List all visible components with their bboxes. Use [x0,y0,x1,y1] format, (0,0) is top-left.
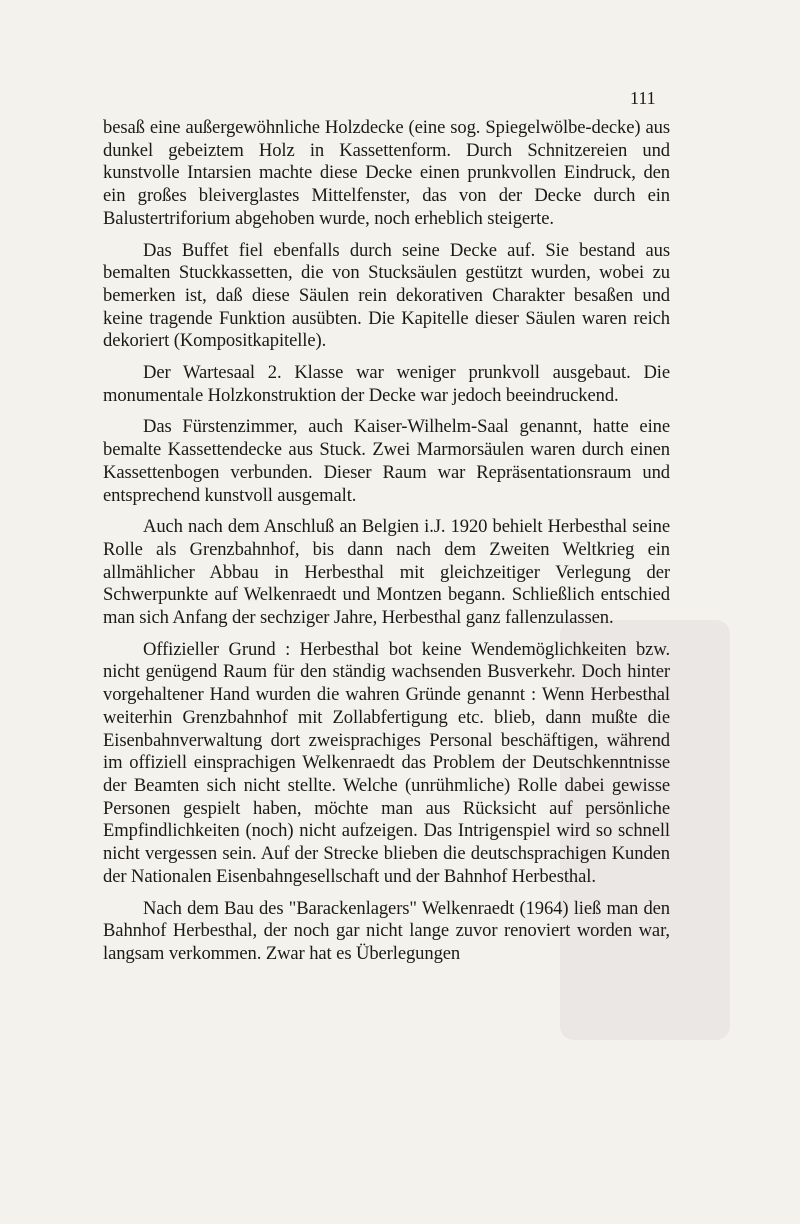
body-text [103,117,670,975]
paragraph: Auch nach dem Anschluß an Belgien i.J. 1920 behielt Herbesthal seine Rolle als Grenzbahnhof, bis dann nach dem Zweiten Weltkrieg ein allmählicher Abbau in Herbesthal mit gleichzeitiger Verlegung der Schwerpunkte auf Welkenraedt und Montzen begann. Schließlich entschied man sich Anfang der sechziger Jahre, Herbesthal ganz fallenzulassen. [103,516,670,629]
paragraph: Das Buffet fiel ebenfalls durch seine Decke auf. Sie bestand aus bemalten Stuckkassetten, die von Stucksäulen gestützt wurden, wobei zu bemerken ist, daß diese Säulen rein dekorativen Charakter besaßen und keine tragende Funktion ausübten. Die Kapitelle dieser Säulen waren reich dekoriert (Kompositkapitelle). [103,239,670,352]
paragraph: Nach dem Bau des "Barackenlagers" Welkenraedt (1964) ließ man den Bahnhof Herbesthal, der noch gar nicht lange zuvor renoviert worden war, langsam verkommen. Zwar hat es Überlegungen [103,897,670,964]
paragraph: besaß eine außergewöhnliche Holzdecke (eine sog. Spiegelwölbe-decke) aus dunkel gebeiztem Holz in Kassettenform. Durch Schnitzereien und kunstvolle Intarsien machte diese Decke einen prunkvollen Eindruck, den ein großes bleiverglastes Mittelfenster, das von der Decke durch ein Balustertriforium abgehoben wurde, noch erheblich steigerte. [103,117,670,229]
paragraph: Das Fürstenzimmer, auch Kaiser-Wilhelm-Saal genannt, hatte eine bemalte Kassettendecke aus Stuck. Zwei Marmorsäulen waren durch einen Kassettenbogen verbunden. Dieser Raum war Repräsentationsraum und entsprechend kunstvoll ausgemalt. [103,416,670,506]
paragraph: Offizieller Grund : Herbesthal bot keine Wendemöglichkeiten bzw. nicht genügend Raum für den ständig wachsenden Busverkehr. Doch hinter vorgehaltener Hand wurden die wahren Gründe genannt : Wenn Herbesthal weiterhin Grenzbahnhof mit Zollabfertigung etc. blieb, dann mußte die Eisenbahnverwaltung dort zweisprachiges Personal beschäftigen, während im offiziell einsprachigen Welkenraedt das Problem der Deutschkenntnisse der Beamten sich nicht stellte. Welche (unrühmliche) Rolle dabei gewisse Personen gespielt haben, möchte man aus Rücksicht auf persönliche Empfindlichkeiten (noch) nicht aufzeigen. Das Intrigenspiel wird so schnell nicht vergessen sein. Auf der Strecke blieben die deutschsprachigen Kunden der Nationalen Eisenbahngesellschaft und der Bahnhof Herbesthal. [103,638,670,887]
page-number: 111 [630,88,656,108]
paragraph: Der Wartesaal 2. Klasse war weniger prunkvoll ausgebaut. Die monumentale Holzkonstruktion der Decke war jedoch beeindruckend. [103,362,670,406]
